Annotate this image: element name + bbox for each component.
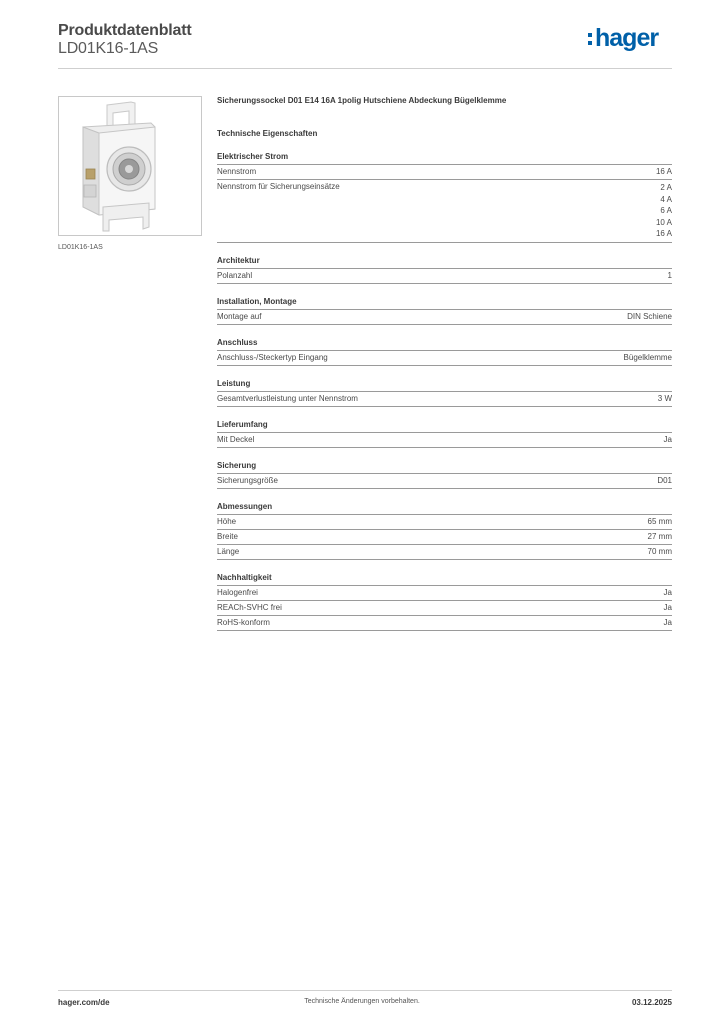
property-row — [217, 269, 672, 284]
property-row — [217, 616, 672, 631]
property-row — [217, 392, 672, 407]
property-value-item: D01 — [657, 475, 672, 485]
property-value — [624, 353, 672, 363]
property-value — [664, 618, 672, 628]
property-value — [648, 532, 672, 542]
property-section — [217, 461, 672, 489]
property-section — [217, 152, 672, 243]
property-value — [648, 547, 672, 557]
property-value-item: Ja — [663, 434, 672, 444]
property-value-item: 16 A — [655, 167, 672, 176]
property-value — [668, 271, 672, 281]
property-label: Polanzahl — [217, 270, 253, 280]
property-label: Höhe — [217, 516, 237, 526]
section-title: Lieferumfang — [217, 420, 672, 433]
section-title: Nachhaltigkeit — [217, 573, 672, 586]
property-section — [217, 502, 672, 560]
product-description: Sicherungssockel D01 E14 16A 1polig Hutschiene Abdeckung Bügelklemme — [217, 96, 507, 105]
property-sections — [217, 152, 672, 631]
property-value — [664, 435, 672, 445]
property-row — [217, 545, 672, 560]
property-row — [217, 310, 672, 325]
property-value — [627, 312, 672, 322]
property-value-item: 27 mm — [647, 531, 672, 541]
property-section — [217, 338, 672, 366]
property-section — [217, 297, 672, 325]
property-label: Breite — [217, 531, 238, 541]
property-label: REACh-SVHC frei — [217, 602, 282, 612]
section-title: Sicherung — [217, 461, 672, 474]
footer-website: hager.com/de — [58, 998, 110, 1007]
property-label: Gesamtverlustleistung unter Nennstrom — [217, 393, 358, 403]
property-row — [217, 586, 672, 601]
property-value-item: Bügelklemme — [623, 352, 672, 362]
section-title: Leistung — [217, 379, 672, 392]
brand-name: hager — [595, 24, 659, 52]
section-title: Elektrischer Strom — [217, 152, 672, 165]
property-value-item: 2 A — [660, 183, 672, 192]
property-value-item: 3 W — [657, 393, 672, 403]
property-section — [217, 379, 672, 407]
property-value-item: Ja — [663, 587, 672, 597]
article-number: LD01K16-1AS — [58, 40, 159, 57]
property-row — [217, 165, 672, 180]
page-title: Produktdatenblatt — [58, 22, 192, 39]
footer-divider — [58, 990, 672, 991]
property-label: RoHS-konform — [217, 617, 270, 627]
property-section — [217, 256, 672, 284]
property-row — [217, 180, 672, 243]
property-value-item: 10 A — [655, 217, 672, 227]
property-row — [217, 601, 672, 616]
property-label: Mit Deckel — [217, 434, 255, 444]
property-label: Montage auf — [217, 311, 262, 321]
footer-date: 03.12.2025 — [631, 998, 672, 1007]
fuse-base-illustration-icon — [59, 97, 201, 235]
property-row — [217, 515, 672, 530]
property-value — [657, 476, 672, 486]
property-label: Sicherungsgröße — [217, 475, 278, 485]
property-label: Länge — [217, 546, 240, 556]
property-value-item: 1 — [667, 270, 672, 280]
logo-dots-icon — [588, 33, 593, 49]
hager-logo — [588, 26, 678, 56]
property-value — [664, 603, 672, 613]
property-label: Nennstrom für Sicherungseinsätze — [217, 182, 340, 191]
property-value — [658, 394, 672, 404]
property-value — [656, 167, 672, 177]
section-title: Architektur — [217, 256, 672, 269]
property-row — [217, 433, 672, 448]
header-divider — [58, 68, 672, 69]
property-value-item: 6 A — [660, 206, 672, 215]
property-section — [217, 573, 672, 631]
property-value-item: DIN Schiene — [627, 311, 672, 321]
property-value-item: 70 mm — [647, 546, 672, 556]
property-value — [656, 182, 672, 240]
property-row — [217, 474, 672, 489]
property-value-item: Ja — [663, 617, 672, 627]
property-value — [664, 588, 672, 598]
section-title: Installation, Montage — [217, 297, 672, 310]
property-section — [217, 420, 672, 448]
technical-properties-heading: Technische Eigenschaften — [217, 129, 318, 138]
property-value — [648, 517, 672, 527]
image-caption: LD01K16-1AS — [58, 244, 103, 251]
property-label: Halogenfrei — [217, 587, 258, 597]
property-row — [217, 530, 672, 545]
property-value-item: 4 A — [660, 194, 672, 204]
footer-notice: Technische Änderungen vorbehalten. — [304, 998, 420, 1005]
product-details — [217, 96, 672, 644]
property-label: Nennstrom — [217, 167, 257, 176]
property-label: Anschluss-/Steckertyp Eingang — [217, 352, 328, 362]
property-row — [217, 351, 672, 366]
property-value-item: Ja — [663, 602, 672, 612]
property-value-item: 65 mm — [647, 516, 672, 526]
property-value-item: 16 A — [655, 229, 672, 238]
section-title: Anschluss — [217, 338, 672, 351]
section-title: Abmessungen — [217, 502, 672, 515]
product-image — [58, 96, 202, 236]
